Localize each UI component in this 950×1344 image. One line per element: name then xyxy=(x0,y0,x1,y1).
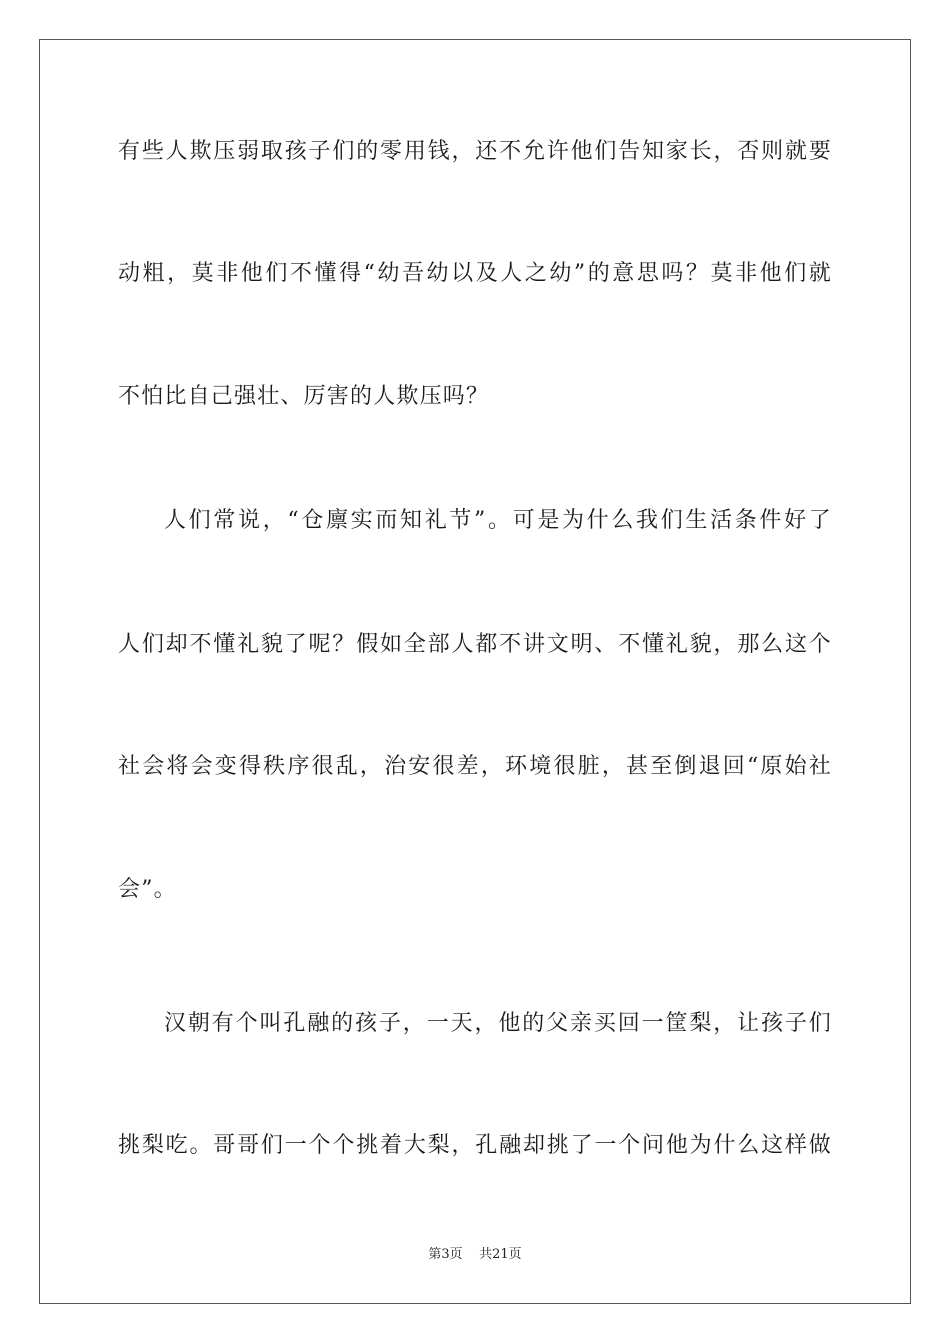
page-footer xyxy=(0,1246,950,1264)
text-line-8: 汉朝有个叫孔融的孩子，一天，他的父亲买回一筐梨，让孩子们 xyxy=(164,1011,832,1036)
page-border xyxy=(39,39,911,1304)
page-total: 共21页 xyxy=(479,1247,522,1262)
text-line-3: 不怕比自己强壮、厉害的人欺压吗？ xyxy=(118,384,490,409)
text-line-2: 动粗，莫非他们不懂得“幼吾幼以及人之幼”的意思吗？莫非他们就 xyxy=(118,261,832,286)
text-line-9: 挑梨吃。哥哥们一个个挑着大梨，孔融却挑了一个问他为什么这样做 xyxy=(118,1133,832,1158)
text-line-4: 人们常说，“仓廪实而知礼节”。可是为什么我们生活条件好了 xyxy=(164,508,832,533)
page-number: 第3页 xyxy=(428,1247,463,1262)
text-line-1: 有些人欺压弱取孩子们的零用钱，还不允许他们告知家长，否则就要 xyxy=(118,139,832,164)
text-line-5: 人们却不懂礼貌了呢？假如全部人都不讲文明、不懂礼貌，那么这个 xyxy=(118,632,832,657)
text-line-6: 社会将会变得秩序很乱，治安很差，环境很脏，甚至倒退回“原始社 xyxy=(118,754,832,779)
text-line-7: 会”。 xyxy=(118,877,177,902)
